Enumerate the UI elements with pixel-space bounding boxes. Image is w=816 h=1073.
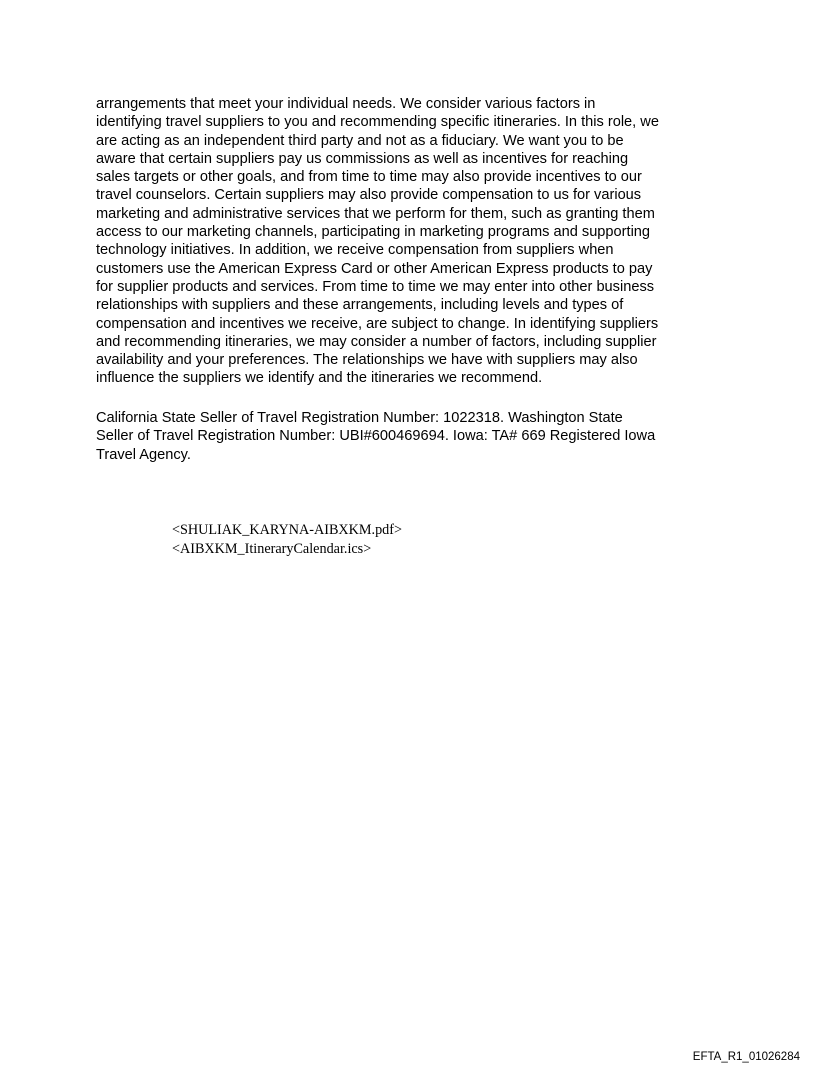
paragraph-line: identifying travel suppliers to you and recommending specific itineraries. In this role, we [96, 114, 659, 131]
paragraph-line: relationships with suppliers and these arrangements, including levels and types of [96, 297, 624, 314]
paragraph-line: sales targets or other goals, and from time to time may also provide incentives to our [96, 169, 642, 186]
paragraph-line: technology initiatives. In addition, we receive compensation from suppliers when [96, 242, 614, 259]
paragraph-line: California State Seller of Travel Registration Number: 1022318. Washington State [96, 410, 623, 426]
paragraph-line: availability and your preferences. The relationships we have with suppliers may also [96, 352, 638, 369]
paragraph-line: compensation and incentives we receive, are subject to change. In identifying suppliers [96, 315, 659, 332]
paragraph-line: aware that certain suppliers pay us commissions as well as incentives for reaching [96, 150, 629, 167]
attachment-pdf-link[interactable]: <SHULIAK_KARYNA-AIBXKM.pdf> [172, 522, 402, 538]
paragraph-line: Seller of Travel Registration Number: UBI#600469694. Iowa: TA# 669 Registered Iowa [96, 428, 656, 445]
paragraph-line: and recommending itineraries, we may consider a number of factors, including supplier [96, 333, 657, 350]
paragraph-line: customers use the American Express Card or other American Express products to pay [96, 260, 653, 277]
paragraph-line: influence the suppliers we identify and the itineraries we recommend. [96, 370, 543, 387]
paragraph-line: access to our marketing channels, participating in marketing programs and supporting [96, 224, 651, 241]
document-id-footer: EFTA_R1_01026284 [692, 1051, 800, 1063]
paragraph-line: marketing and administrative services that we perform for them, such as granting them [96, 205, 655, 222]
supplier-disclosure-paragraph [96, 95, 728, 388]
attachment-calendar-link[interactable]: <AIBXKM_ItineraryCalendar.ics> [172, 540, 372, 557]
paragraph-line: arrangements that meet your individual needs. We consider various factors in [96, 96, 596, 112]
attachment-list [172, 521, 402, 559]
paragraph-line: travel counselors. Certain suppliers may also provide compensation to us for various [96, 187, 642, 204]
paragraph-line: Travel Agency. [96, 446, 191, 463]
paragraph-line: for supplier products and services. From time to time we may enter into other business [96, 278, 655, 295]
paragraph-line: are acting as an independent third party and not as a fiduciary. We want you to be [96, 132, 624, 149]
registration-paragraph [96, 409, 728, 464]
